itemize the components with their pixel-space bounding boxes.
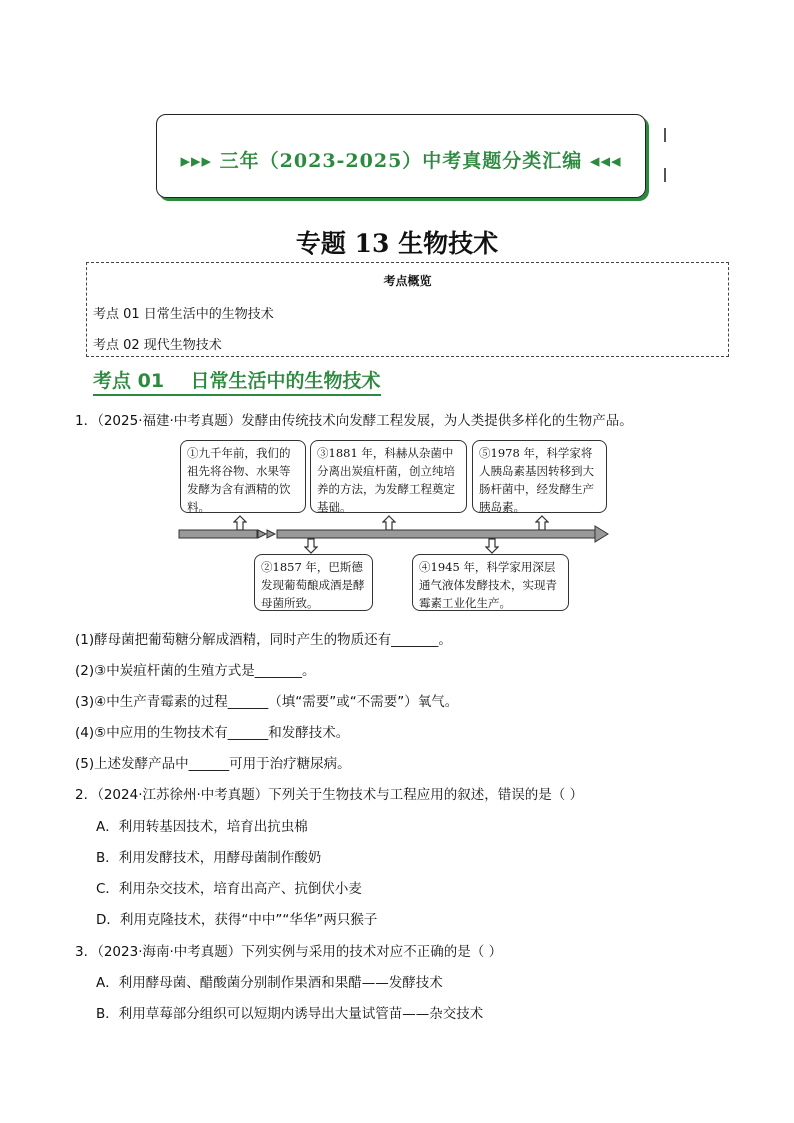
- answer-option: B．利用草莓部分组织可以短期内诱导出大量试管苗——杂交技术: [96, 1006, 484, 1022]
- timeline-arrow: [178, 525, 610, 547]
- overview-item: 考点 02 现代生物技术: [93, 338, 222, 353]
- sub-question: (1)酵母菌把葡萄糖分解成酒精，同时产生的物质还有_______。: [75, 632, 452, 648]
- timeline-event-box: ①九千年前，我们的祖先将谷物、水果等发酵为含有酒精的饮料。: [180, 440, 306, 513]
- answer-option: C．利用杂交技术，培育出高产、抗倒伏小麦: [96, 881, 362, 897]
- question-stem: 2．（2024·江苏徐州·中考真题）下列关于生物技术与工程应用的叙述，错误的是（ ）: [75, 787, 584, 803]
- answer-option: D．利用克隆技术，获得“中中”“华华”两只猴子: [96, 912, 378, 928]
- page-title: 专题 13 生物技术: [295, 229, 499, 258]
- section-title: 考点 01 日常生活中的生物技术: [93, 369, 381, 396]
- answer-option: B．利用发酵技术，用酵母菌制作酸奶: [96, 850, 322, 866]
- timeline-event-box: ②1857 年，巴斯德发现葡萄酿成酒是酵母菌所致。: [254, 554, 373, 611]
- sub-question: (3)④中生产青霉素的过程______（填“需要”或“不需要”）氧气。: [75, 694, 459, 710]
- banner-decoration: [664, 168, 666, 182]
- answer-option: A．利用酵母菌、醋酸菌分别制作果酒和果醋——发酵技术: [96, 975, 443, 991]
- timeline-diagram: [178, 437, 610, 615]
- overview-heading: 考点概览: [383, 274, 432, 288]
- banner-title: ▸▸▸ 三年（2023-2025）中考真题分类汇编 ◂◂◂: [180, 150, 622, 172]
- answer-option: A．利用转基因技术，培育出抗虫棉: [96, 819, 308, 835]
- timeline-event-box: ③1881 年，科赫从杂菌中分离出炭疽杆菌，创立纯培养的方法，为发酵工程奠定基础。: [310, 440, 467, 513]
- sub-question: (2)③中炭疽杆菌的生殖方式是_______。: [75, 663, 316, 679]
- timeline-event-box: ④1945 年，科学家用深层通气液体发酵技术，实现青霉素工业化生产。: [412, 554, 569, 611]
- sub-question: (5)上述发酵产品中______可用于治疗糖尿病。: [75, 756, 351, 772]
- banner-decoration: [664, 128, 666, 142]
- question-stem: 3．（2023·海南·中考真题）下列实例与采用的技术对应不正确的是（ ）: [75, 944, 503, 960]
- overview-item: 考点 01 日常生活中的生物技术: [93, 307, 274, 322]
- timeline-event-box: ⑤1978 年，科学家将人胰岛素基因转移到大肠杆菌中，经发酵生产胰岛素。: [472, 440, 607, 513]
- question-stem: 1．（2025·福建·中考真题）发酵由传统技术向发酵工程发展，为人类提供多样化的生物产品。: [75, 413, 633, 429]
- sub-question: (4)⑤中应用的生物技术有______和发酵技术。: [75, 725, 350, 741]
